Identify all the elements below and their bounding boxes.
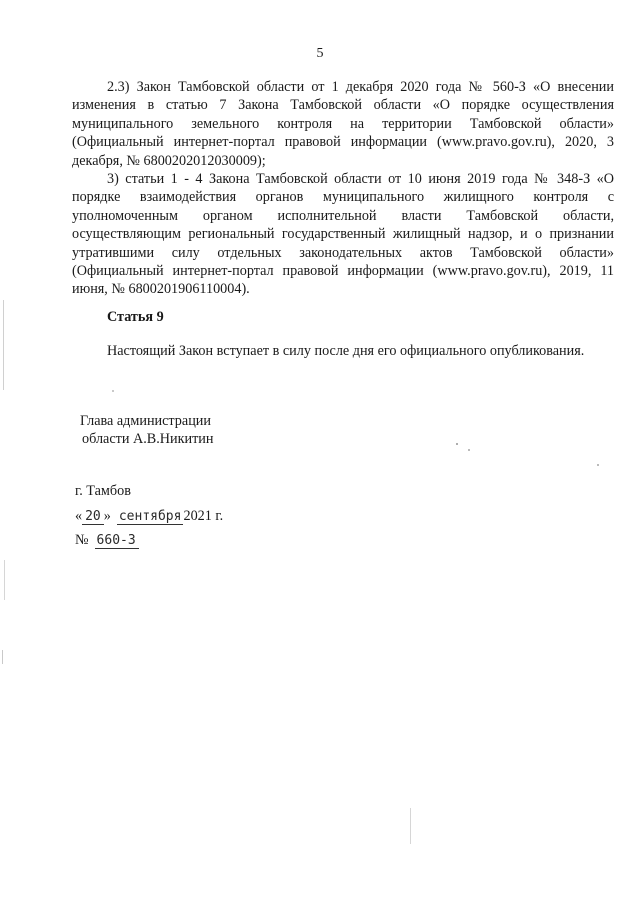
date-open-quote: « (75, 508, 83, 524)
article-heading: Статья 9 (107, 309, 164, 325)
scan-speck (456, 443, 458, 445)
scan-speck (410, 808, 411, 844)
signature-title: Глава администрации (80, 413, 211, 429)
paragraph-law-2-3: 2.3) Закон Тамбовской области от 1 декабря 2020 года № 560-З «О внесении изменения в статью 7 Закона Тамбовской области «О порядке осуществления муниципального земельного контроля на территории Тамбовской области» (Официальный интернет-портал правовой информации (www.pravo.gov.ru), 2020, 3 декабря, № 6800202012030009); (72, 79, 614, 169)
law-number (75, 532, 139, 549)
number-sign: № (75, 532, 89, 548)
scan-speck (468, 449, 470, 451)
scan-speck (2, 650, 3, 664)
date-close-quote: » (103, 508, 111, 524)
scan-speck (3, 300, 4, 390)
number-value-handwritten: 660-З (95, 533, 139, 549)
scan-speck (4, 560, 5, 600)
date-month-handwritten: сентября (118, 509, 182, 524)
paragraph-effective-date: Настоящий Закон вступает в силу после дня его официального опубликования. (107, 343, 585, 359)
paragraph-law-3: 3) статьи 1 - 4 Закона Тамбовской области от 10 июня 2019 года № 348-З «О порядке взаимодействия органов муниципального жилищного контроля с уполномоченным органом исполнительной власти Тамбовской области, осуществляющим региональный государственный жилищный надзор, и о признании утратившими силу отдельных законодательных актов Тамбовской области» (Официальный интернет-портал правовой информации (www.pravo.gov.ru), 2019, 11 июня, № 6800201906110004). (72, 171, 614, 298)
signature-name: области А.В.Никитин (82, 431, 214, 448)
place-of-signing: г. Тамбов (75, 483, 131, 499)
page-number: 5 (316, 46, 324, 61)
scan-speck (112, 390, 114, 392)
scan-speck (597, 464, 599, 466)
signature-block (80, 412, 213, 449)
date-day-handwritten: 20 (82, 509, 104, 525)
date-year: 2021 г. (183, 508, 224, 524)
signing-date (75, 508, 223, 525)
